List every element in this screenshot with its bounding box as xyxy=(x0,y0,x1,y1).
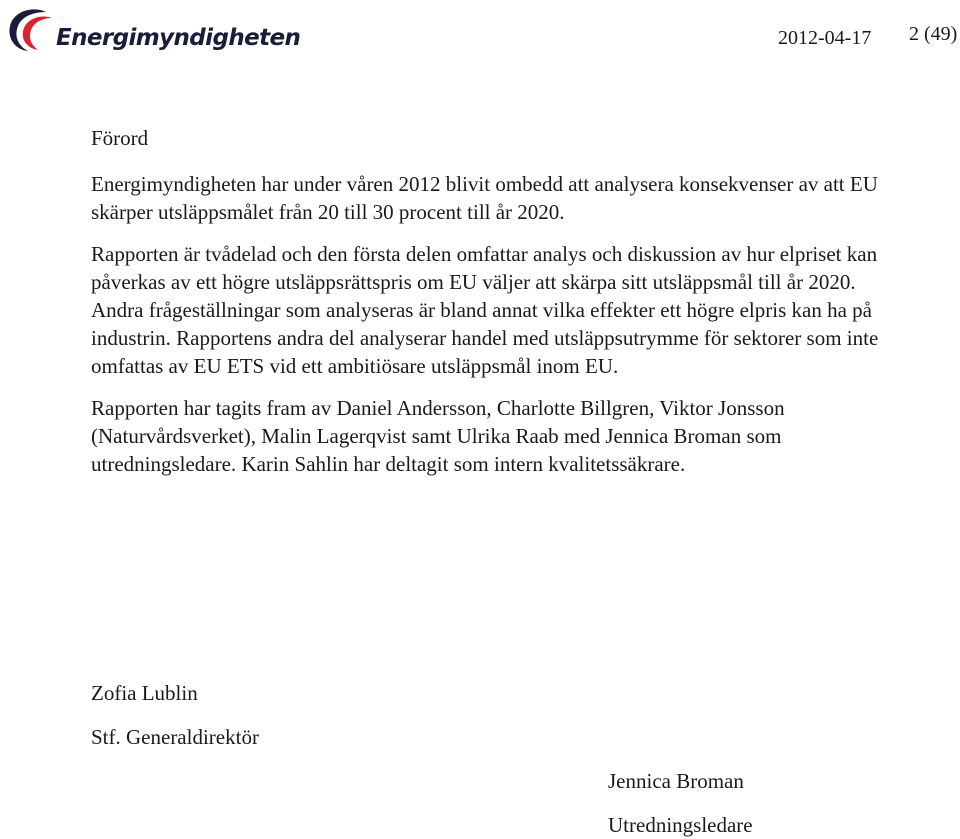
logo-wordmark: Energimyndigheten xyxy=(56,25,301,51)
signatory-title: Utredningsledare xyxy=(608,813,753,837)
signatory-title: Stf. Generaldirektör xyxy=(91,725,259,749)
signatory-name: Jennica Broman xyxy=(608,769,744,793)
paragraph: Rapporten har tagits fram av Daniel Andersson, Charlotte Billgren, Viktor Jonsson (Naturvårdsverket), Malin Lagerqvist samt Ulrika Raab med Jennica Broman som utredningsledare. Karin Sahlin har deltagit som intern kvalitetssäkrare. xyxy=(91,396,785,476)
paragraph: Rapporten är tvådelad och den första delen omfattar analys och diskussion av hur elpriset kan påverkas av ett högre utsläppsrättspris om EU väljer att skärpa sitt utsläppsmål till år 2020. Andra frågeställningar som analyseras är bland annat vilka effekter ett högre elpris kan ha på industrin. Rapportens andra del analyserar handel med utsläppsutrymme för sektorer som inte omfattas av EU ETS vid ett ambitiösare utsläppsmål inom EU. xyxy=(91,242,879,378)
page-number: 2 (49) xyxy=(909,23,958,45)
energimyndigheten-logo-icon xyxy=(6,6,58,56)
document-date: 2012-04-17 xyxy=(778,27,872,49)
signatory-name: Zofia Lublin xyxy=(91,681,198,705)
paragraph: Energimyndigheten har under våren 2012 blivit ombedd att analysera konsekvenser av att EU skärper utsläppsmålet från 20 till 30 procent till år 2020. xyxy=(91,172,878,224)
logo xyxy=(6,6,300,56)
section-heading: Förord xyxy=(91,126,149,150)
document-body xyxy=(91,124,881,492)
